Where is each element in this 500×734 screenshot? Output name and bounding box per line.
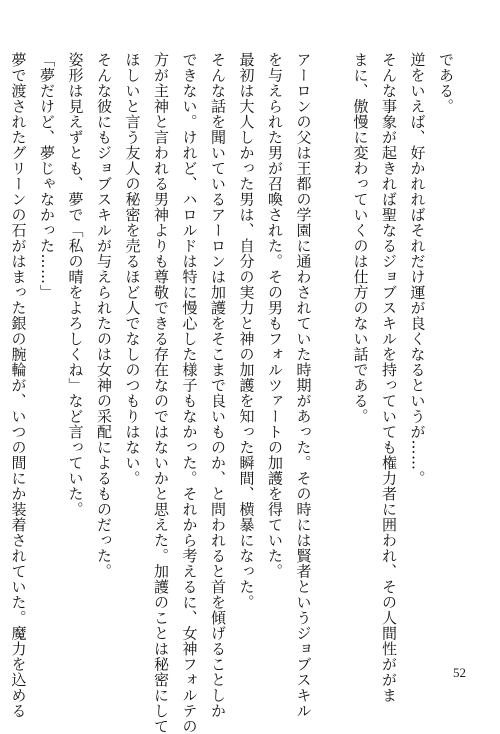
text-line: まに、傲慢に変わっていくのは仕方のない話である。 [351,52,370,424]
text-line: 最初は大人しかった男は、自分の実力と神の加護を知った瞬間、横暴になった。 [237,52,256,610]
text-line: ほしいと言う友人の秘密を売るほど人でなしのつもりはない。 [123,52,142,486]
text-line: 「夢だけど、夢じゃなかった……」 [38,52,56,300]
text-line: 方が主神と言われる男神よりも尊敬できる存在なのではないかと思えた。加護のことは秘密にして [152,52,170,734]
text-line: そんな話を聞いているアーロンは加護をそこまで良いものか、と問われると首を傾げることしか [209,52,227,719]
text-line: 夢で渡されたグリーンの石がはまった銀の腕輪が、いつの間にか装着されていた。魔力を込める [9,52,28,719]
text-line: そんな事象が起きれば聖なるジョブスキルを持っていても権力者に囲われ、その人間性ががま [380,52,398,703]
text-line: を与えられた男が召喚された。その男もフォルツァートの加護を得ていた。 [266,52,284,579]
page-number: 52 [453,665,466,680]
text-line: できない。けれど、ハロルドは特に慢心した様子もなかった。それから考えるに、女神フォルテの [180,52,199,734]
text-line [0,52,4,652]
text-line: アーロンの父は王都の学園に通わされていた時期があった。その時には賢者というジョブスキル [294,52,313,719]
text-line: 姿形は見えずとも、夢で「私の晴をよろしくね」など言っていた。 [66,52,85,517]
text-line: である。 [437,52,455,114]
text-line: 逆をいえば、好かれればそれだけ運が良くなるというが……。 [408,52,427,486]
text-line: そんな彼にもジョブスキルが与えられたのは女神の采配によるものだった。 [95,52,113,579]
paragraph-gap [318,52,347,652]
